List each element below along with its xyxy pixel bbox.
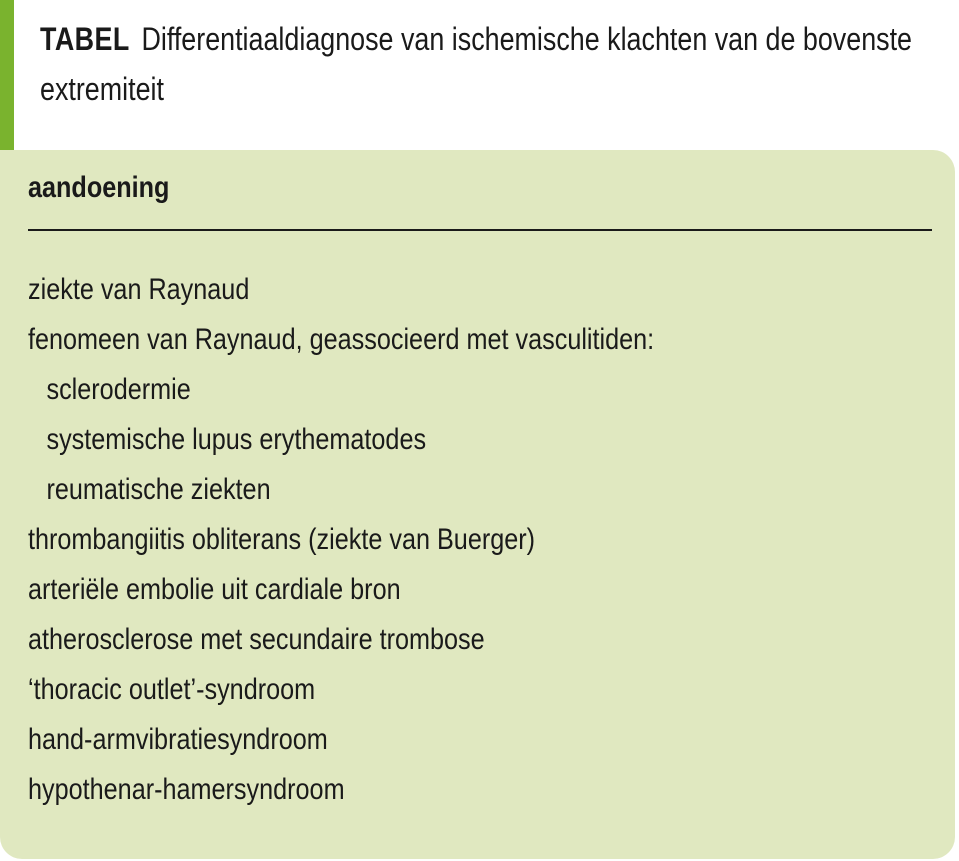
table-title-label: TABEL [40, 21, 130, 57]
table-rows [28, 265, 935, 815]
table-row: ‘thoracic outlet’-syndroom [28, 673, 316, 706]
column-header: aandoening [28, 171, 170, 204]
table-title-text: Differentiaaldiagnose van ischemische klachten van de bovenste extremiteit [40, 21, 912, 107]
table-row: hypothenar-hamersyndroom [28, 773, 345, 806]
table-row: ziekte van Raynaud [28, 273, 250, 306]
table-title [40, 14, 914, 114]
table-row-indented: systemische lupus erythematodes [46, 423, 427, 456]
table-row: arteriële embolie uit cardiale bron [28, 573, 401, 606]
table-row-indented: sclerodermie [46, 373, 191, 406]
table-row: atherosclerose met secundaire trombose [28, 623, 485, 656]
table-panel [0, 150, 955, 859]
table-row: fenomeen van Raynaud, geassocieerd met vasculitiden: [28, 323, 655, 356]
table-row-indented: reumatische ziekten [46, 473, 271, 506]
header-divider [28, 229, 932, 231]
table-row: hand-armvibratiesyndroom [28, 723, 328, 756]
title-accent-bar [0, 0, 14, 150]
table-row: thrombangiitis obliterans (ziekte van Buerger) [28, 523, 536, 556]
